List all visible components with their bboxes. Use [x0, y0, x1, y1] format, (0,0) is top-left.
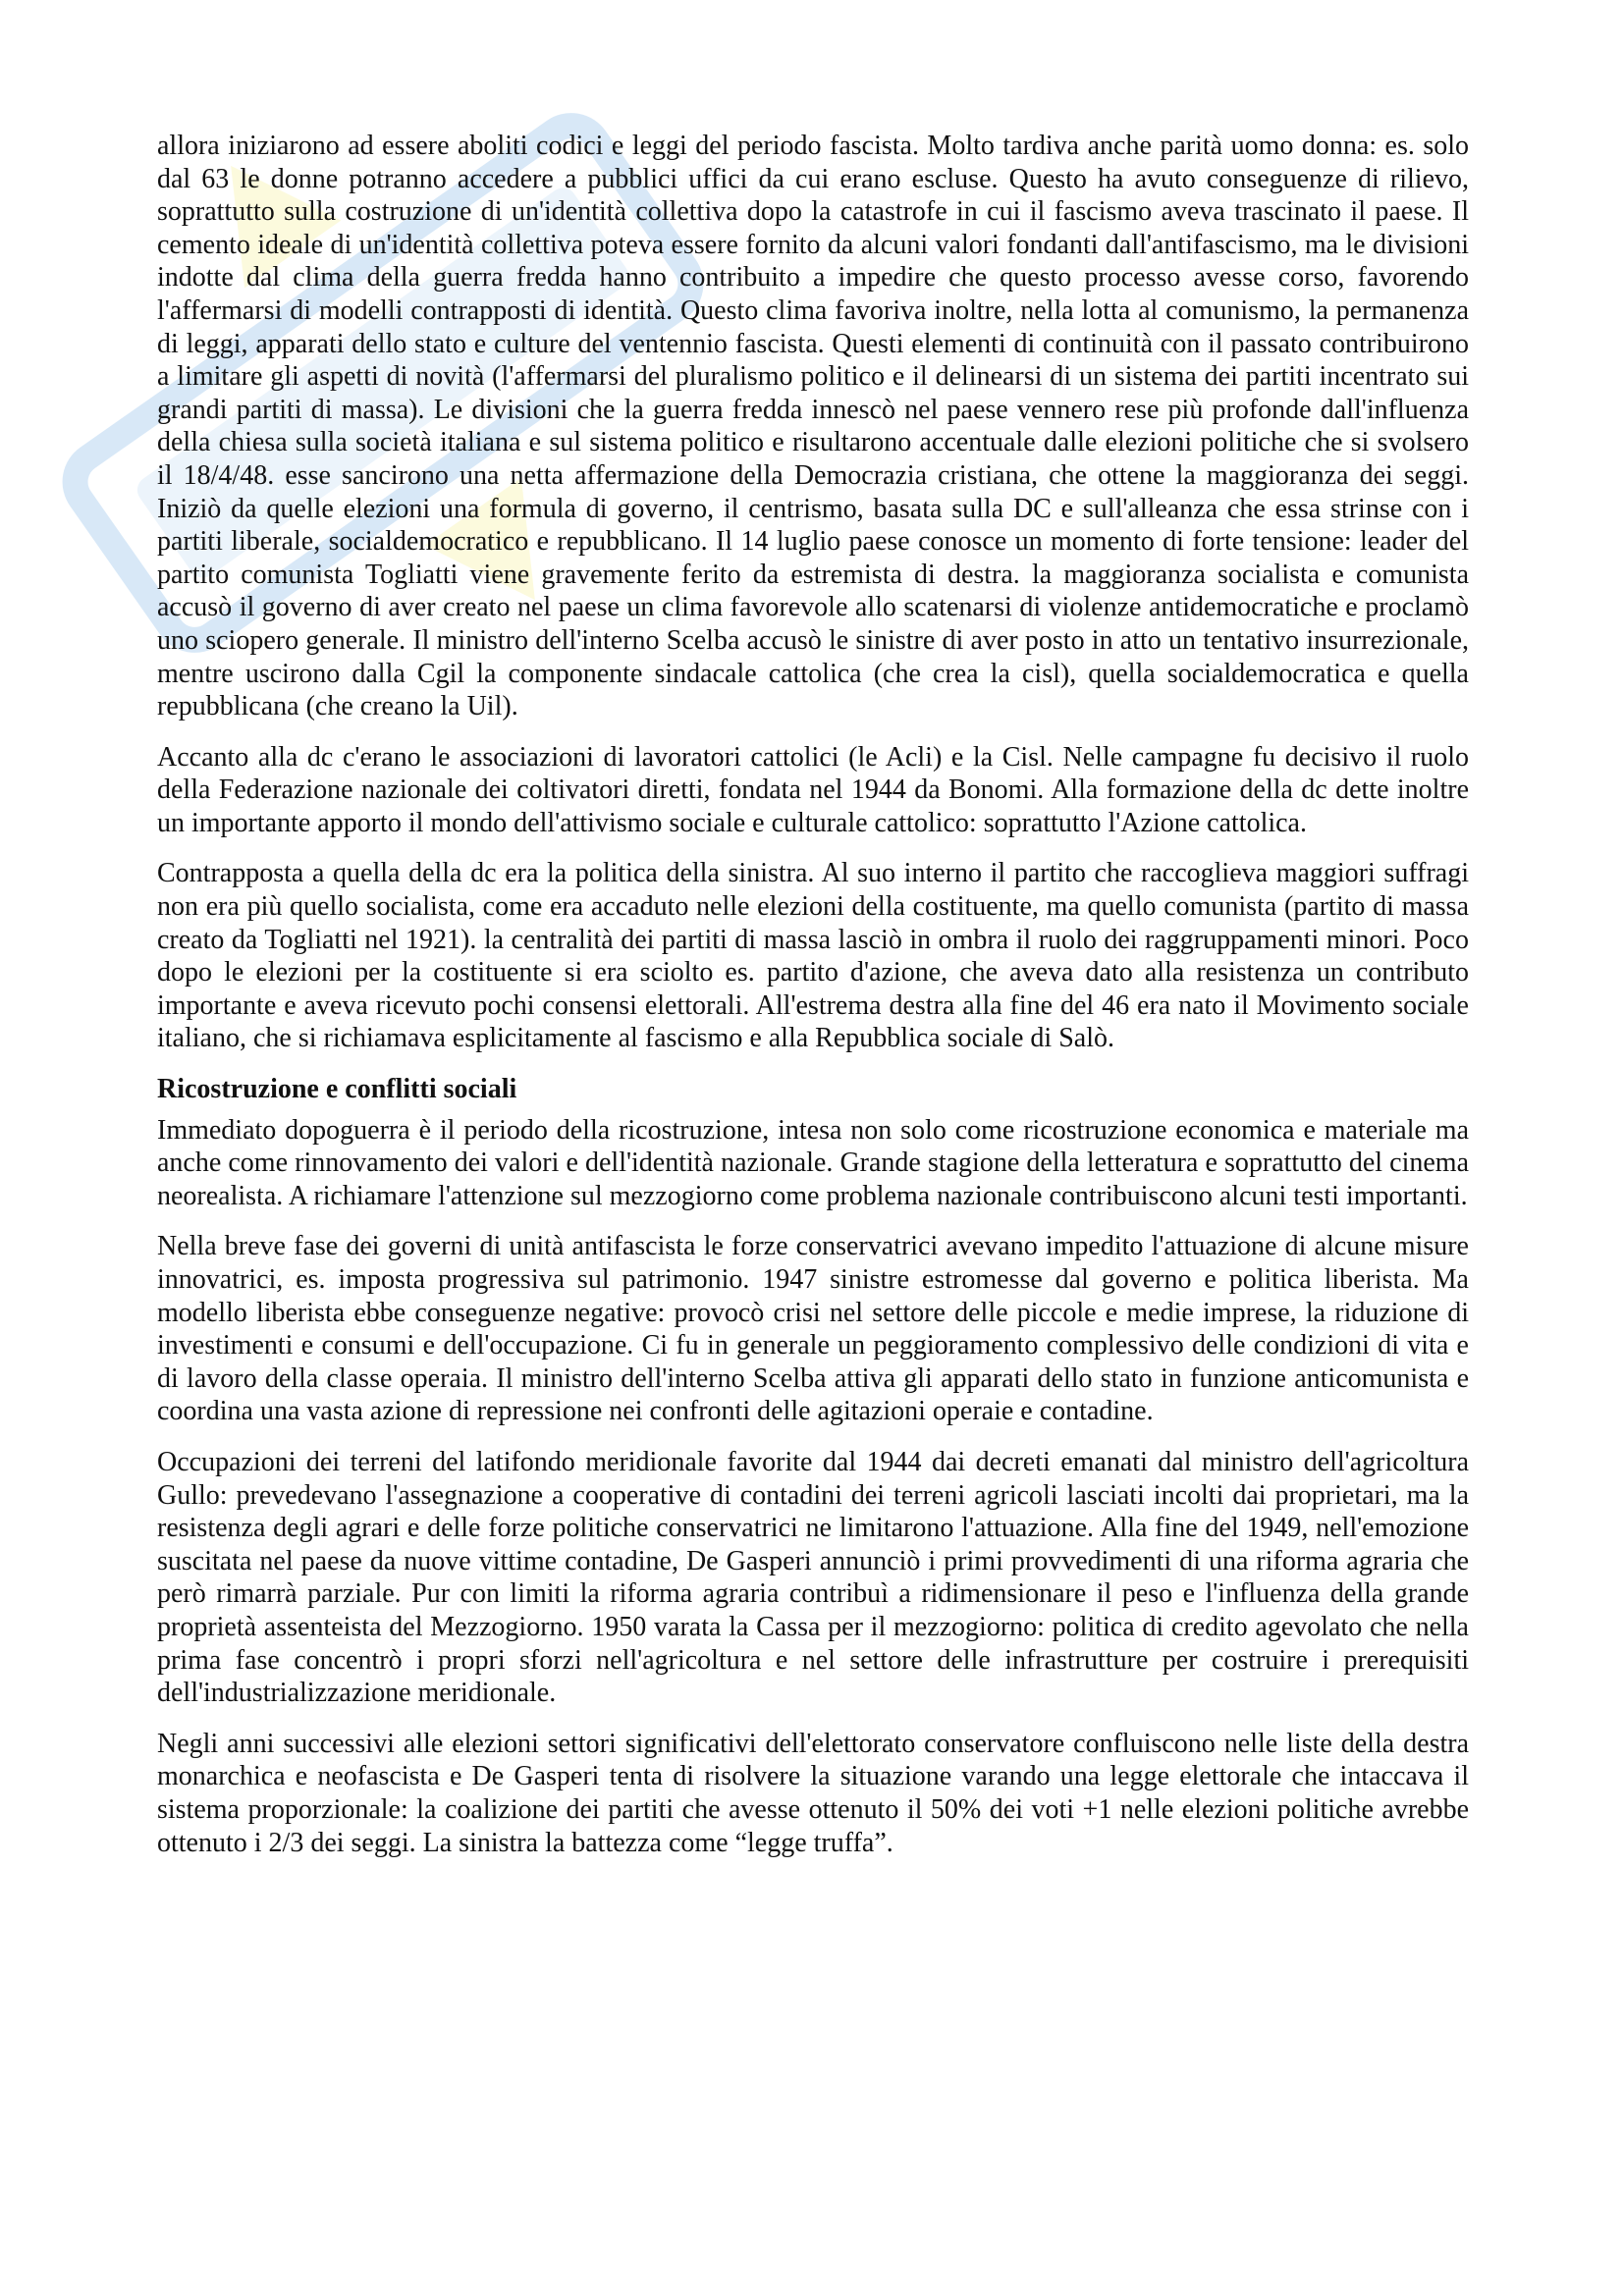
paragraph: Negli anni successivi alle elezioni settori significativi dell'elettorato conservatore confluiscono nelle liste della destra monarchica e neofascista e De Gasperi tenta di risolvere la situazione varando una legge elettorale che intaccava il sistema proporzionale: la coalizione dei partiti che avesse ottenuto il 50% dei voti +1 nelle elezioni politiche avrebbe ottenuto i 2/3 dei seggi. La sinistra la battezza come “legge truffa”.	[157, 1728, 1469, 1858]
paragraph: Immediato dopoguerra è il periodo della ricostruzione, intesa non solo come ricostruzione economica e materiale ma anche come rinnovamento dei valori e dell'identità nazionale. Grande stagione della letteratura e soprattutto del cinema neorealista. A richiamare l'attenzione sul mezzogiorno come problema nazionale contribuiscono alcuni testi importanti.	[157, 1114, 1469, 1211]
paragraph: Occupazioni dei terreni del latifondo meridionale favorite dal 1944 dai decreti emanati dal ministro dell'agricoltura Gullo: prevedevano l'assegnazione a cooperative di contadini dei terreni agricoli lasciati incolti dai proprietari, ma la resistenza degli agrari e delle forze politiche conservatrici ne limitarono l'attuazione. Alla fine del 1949, nell'emozione suscitata nel paese da nuove vittime contadine, De Gasperi annunciò i primi provvedimenti di una riforma agraria che però rimarrà parziale. Pur con limiti la riforma agraria contribuì a ridimensionare il peso e l'influenza della grande proprietà assenteista del Mezzogiorno. 1950 varata la Cassa per il mezzogiorno: politica di credito agevolato che nella prima fase concentrò i propri sforzi nell'agricoltura e nel settore delle infrastrutture per costruire i prerequisiti dell'industrializzazione meridionale.	[157, 1446, 1469, 1709]
paragraph: allora iniziarono ad essere aboliti codici e leggi del periodo fascista. Molto tardiva anche parità uomo donna: es. solo dal 63 le donne potranno accedere a pubblici uffici da cui erano escluse. Questo ha avuto conseguenze di rilievo, soprattutto sulla costruzione di un'identità collettiva dopo la catastrofe in cui il fascismo aveva trascinato il paese. Il cemento ideale di un'identità collettiva poteva essere fornito da alcuni valori fondanti dall'antifascismo, ma le divisioni indotte dal clima della guerra fredda hanno contribuito a impedire che questo processo avesse corso, favorendo l'affermarsi di modelli contrapposti di identità. Questo clima favoriva inoltre, nella lotta al comunismo, la permanenza di leggi, apparati dello stato e culture del ventennio fascista. Questi elementi di continuità con il passato contribuirono a limitare gli aspetti di novità (l'affermarsi del pluralismo politico e il delinearsi di un sistema dei partiti incentrato sui grandi partiti di massa). Le divisioni che la guerra fredda innescò nel paese vennero rese più profonde dall'influenza della chiesa sulla società italiana e sul sistema politico e risultarono accentuale dalle elezioni politiche che si svolsero il 18/4/48. esse sancirono una netta affermazione della Democrazia cristiana, che ottene la maggioranza dei seggi. Iniziò da quelle elezioni una formula di governo, il centrismo, basata sulla DC e sull'alleanza che essa strinse con i partiti liberale, socialdemocratico e repubblicano. Il 14 luglio paese conosce un momento di forte tensione: leader del partito comunista Togliatti viene gravemente ferito da estremista di destra. la maggioranza socialista e comunista accusò il governo di aver creato nel paese un clima favorevole allo scatenarsi di violenze antidemocratiche e proclamò uno sciopero generale. Il ministro dell'interno Scelba accusò le sinistre di aver posto in atto un tentativo insurrezionale, mentre uscirono dalla Cgil la componente sindacale cattolica (che crea la cisl), quella socialdemocratica e quella repubblicana (che creano la Uil).	[157, 131, 1469, 722]
document-page	[157, 130, 1469, 1877]
paragraph: Contrapposta a quella della dc era la politica della sinistra. Al suo interno il partito che raccoglieva maggiori suffragi non era più quello socialista, come era accaduto nelle elezioni della costituente, ma quello comunista (partito di massa creato da Togliatti nel 1921). la centralità dei partiti di massa lasciò in ombra il ruolo dei raggruppamenti minori. Poco dopo le elezioni per la costituente si era sciolto es. partito d'azione, che aveva dato alla resistenza un contributo importante e aveva ricevuto pochi consensi elettorali. All'estrema destra alla fine del 46 era nato il Movimento sociale italiano, che si richiamava esplicitamente al fascismo e alla Repubblica sociale di Salò.	[157, 858, 1469, 1054]
paragraph: Accanto alla dc c'erano le associazioni di lavoratori cattolici (le Acli) e la Cisl. Nelle campagne fu decisivo il ruolo della Federazione nazionale dei coltivatori diretti, fondata nel 1944 da Bonomi. Alla formazione della dc dette inoltre un importante apporto il mondo dell'attivismo sociale e culturale cattolico: soprattutto l'Azione cattolica.	[157, 741, 1469, 838]
paragraph: Nella breve fase dei governi di unità antifascista le forze conservatrici avevano impedito l'attuazione di alcune misure innovatrici, es. imposta progressiva sul patrimonio. 1947 sinistre estromesse dal governo e politica liberista. Ma modello liberista ebbe conseguenze negative: provocò crisi nel settore delle piccole e medie imprese, la riduzione di investimenti e consumi e dell'occupazione. Ci fu in generale un peggioramento complessivo delle condizioni di vita e di lavoro della classe operaia. Il ministro dell'interno Scelba attiva gli apparati dello stato in funzione anticomunista e coordina una vasta azione di repressione nei confronti delle agitazioni operaie e contadine.	[157, 1231, 1469, 1427]
section-heading: Ricostruzione e conflitti sociali	[157, 1074, 517, 1105]
